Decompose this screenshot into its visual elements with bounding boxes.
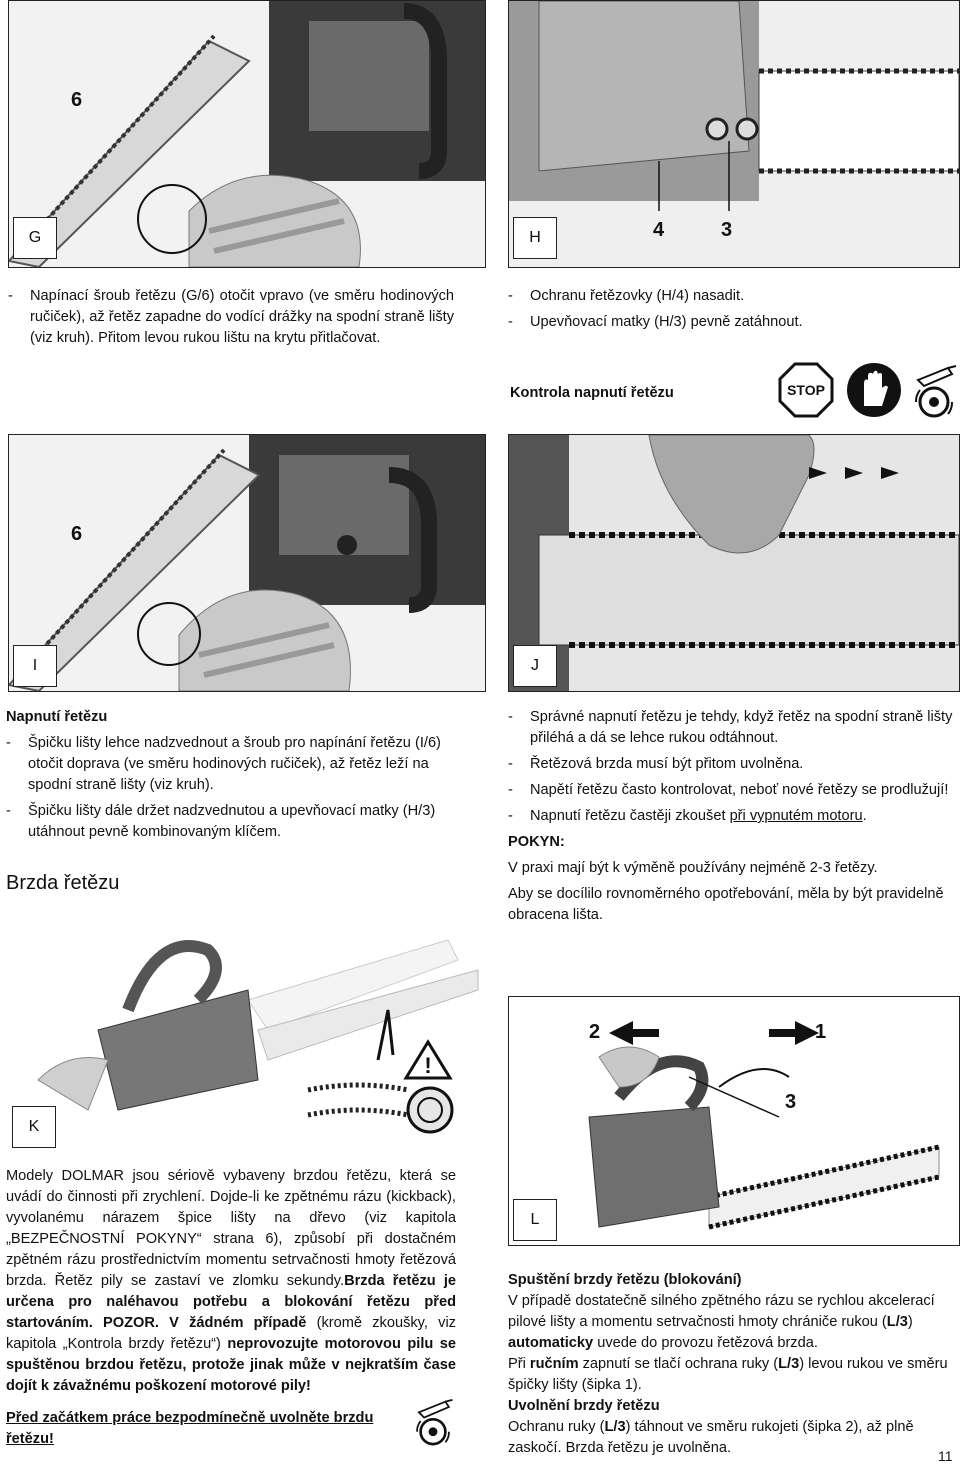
- figure-label-k: K: [12, 1106, 56, 1148]
- list-item-end: .: [862, 808, 867, 824]
- figure-label-h: H: [513, 217, 557, 259]
- text-span: V případě dostatečně silného zpětného rázu se rychlou akcelerací pilové lišty a momentu setrvačnosti hmoty chrániče rukou (: [508, 1293, 935, 1330]
- figure-label-l: L: [513, 1199, 557, 1241]
- spusteni-p2: [508, 1354, 958, 1396]
- figure-k-photo: [8, 910, 484, 1148]
- pokyn-heading: POKYN:: [508, 834, 565, 850]
- uvolneni-p1: [508, 1417, 958, 1459]
- list-item: - Řetězová brzda musí být přitom uvolněna.: [508, 754, 958, 775]
- text-span: Při: [508, 1356, 530, 1372]
- callout-h-3: 3: [721, 219, 733, 241]
- figure-g: [8, 0, 486, 268]
- spusteni-section: [508, 1270, 958, 1459]
- list-item-text: Napnutí řetězu častěji zkoušet: [530, 808, 730, 824]
- figure-i: [8, 434, 486, 692]
- glove-icon: [846, 362, 902, 418]
- figure-j-photo: [509, 435, 959, 691]
- chain-brake-icon: [908, 362, 960, 420]
- brzda-warning: Před začátkem práce bezpodmínečně uvolněte brzdu řetězu!: [6, 1410, 374, 1447]
- chain-brake-icon: [410, 1396, 456, 1448]
- spusteni-p1: [508, 1291, 958, 1354]
- pokyn-p1: V praxi mají být k výměně používány nejméně 2-3 řetězy.: [508, 860, 878, 876]
- text-span: Ochranu ruky (: [508, 1419, 605, 1435]
- section-g-text: [8, 286, 454, 354]
- section-h-text: [508, 286, 954, 338]
- text-span: automaticky: [508, 1335, 594, 1351]
- brzda-heading: Brzda řetězu: [6, 872, 120, 894]
- list-item: - Upevňovací matky (H/3) pevně zatáhnout.: [508, 312, 954, 333]
- text-span: ) levou rukou ve směru špičky lišty (šipka 1).: [508, 1356, 948, 1393]
- list-item: - Napínací šroub řetězu (G/6) otočit vpravo (ve směru hodinových ručiček), až řetěz zapadne do vodící drážky na spodní straně lišty (viz kruh). Přitom levou rukou lištu na krytu přitlačovat.: [8, 286, 454, 349]
- uvolneni-heading: Uvolnění brzdy řetězu: [508, 1398, 660, 1414]
- brzda-p1-bold2: neprovozujte motorovou pilu se spuštěnou brzdou řetězu, protože jinak může v nejkratším čase dojít k závažnému poškození motorové pily!: [6, 1336, 457, 1394]
- callout-h-4: 4: [653, 219, 665, 241]
- list-item: - Špičku lišty dále držet nadzvednutou a upevňovací matky (H/3) utáhnout pevně kombinovaným klíčem.: [6, 801, 456, 843]
- text-span: L/3: [604, 1419, 626, 1435]
- figure-g-photo: [9, 1, 485, 267]
- text-span: uvede do provozu řetězová brzda.: [593, 1335, 818, 1351]
- pokyn-p2: Aby se docílilo rovnoměrného opotřebování, měla by být pravidelně obracena lišta.: [508, 886, 944, 923]
- figure-label-i: I: [13, 645, 57, 687]
- figure-i-photo: [9, 435, 485, 691]
- text-span: L/3: [886, 1314, 908, 1330]
- brzda-p1-cont: (kromě zkoušky, viz kapitola „Kontrola brzdy řetězu“): [6, 1315, 456, 1352]
- figure-l-photo: [509, 997, 959, 1245]
- figure-h: [508, 0, 960, 268]
- list-item: - Napětí řetězu často kontrolovat, neboť nové řetězy se prodlužují!: [508, 780, 958, 801]
- stop-icon-label: STOP: [787, 382, 825, 398]
- svg-text:!: !: [424, 1053, 432, 1078]
- callout-g-6: 6: [71, 89, 83, 111]
- callout-l-3: 3: [785, 1091, 797, 1113]
- napnuti-heading: Napnutí řetězu: [6, 709, 108, 725]
- text-span: ) táhnout ve směru rukojeti (šipka 2), až plně zaskočí. Brzda řetězu je uvolněna.: [508, 1419, 914, 1456]
- section-j-text: [508, 707, 958, 926]
- highlight-circle: [134, 181, 210, 257]
- figure-j: [508, 434, 960, 692]
- list-item: [508, 806, 958, 827]
- figure-h-photo: [509, 1, 959, 267]
- kontrola-heading: Kontrola napnutí řetězu: [510, 385, 674, 401]
- napnuti-section: [6, 707, 456, 848]
- callout-l-2: 2: [589, 1021, 601, 1043]
- underlined-text: při vypnutém motoru: [729, 808, 863, 824]
- figure-label-j: J: [513, 645, 557, 687]
- figure-l: [508, 996, 960, 1246]
- list-item: - Správné napnutí řetězu je tehdy, když řetěz na spodní straně lišty přiléhá a dá se lehce rukou odtáhnout.: [508, 707, 958, 749]
- highlight-circle: [134, 599, 204, 669]
- text-span: ručním: [529, 1356, 579, 1372]
- text-span: ): [907, 1314, 913, 1330]
- figure-label-g: G: [13, 217, 57, 259]
- stop-icon: [778, 362, 834, 418]
- callout-i-6: 6: [71, 523, 83, 545]
- list-item: - Ochranu řetězovky (H/4) nasadit.: [508, 286, 954, 307]
- brzda-p1-bold: Brzda řetězu je určena pro naléhavou potřebu a blokování řetězu před startováním. POZOR. V žádném případě: [6, 1273, 457, 1331]
- text-span: L/3: [778, 1356, 800, 1372]
- brzda-p1: Modely DOLMAR jsou sériově vybaveny brzdou řetězu, která se uvádí do činnosti při zrychlení. Dojde-li ke zpětnému rázu (kickback), vyvolanému nárazem špice lišty na dřevo (viz kapitola „BEZPEČNOSTNÍ POKYNY“ strana 6), způsobí při dostačném zpětném rázu prostřednictvím momentu setrvačnosti hmoty řetězová brzda. Řetěz pily se zastaví ve zlomku sekundy.: [6, 1168, 456, 1289]
- brzda-text: [6, 1166, 456, 1397]
- callout-l-1: 1: [815, 1021, 827, 1043]
- list-item: - Špičku lišty lehce nadzvednout a šroub pro napínání řetězu (I/6) otočit doprava (ve směru hodinových ručiček), až řetěz leží na spodní straně lišty (viz kruh).: [6, 733, 456, 796]
- figure-k: [8, 910, 484, 1148]
- text-span: zapnutí se tlačí ochrana ruky (: [578, 1356, 779, 1372]
- spusteni-heading: Spuštění brzdy řetězu (blokování): [508, 1272, 742, 1288]
- page-number: 11: [938, 1448, 953, 1464]
